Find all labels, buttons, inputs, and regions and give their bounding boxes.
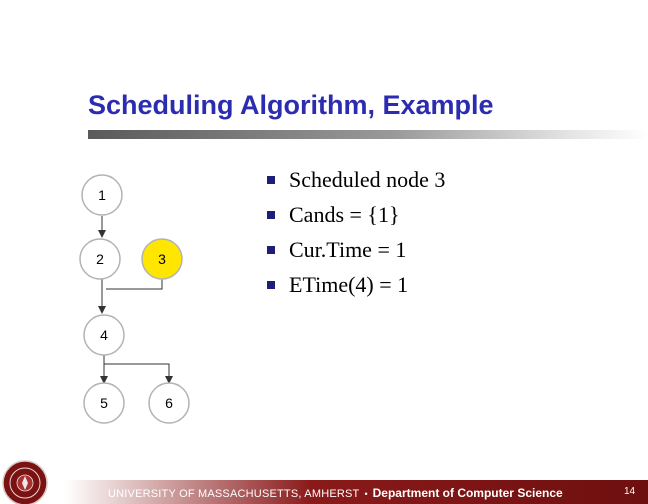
bullet-item [265, 201, 445, 236]
slide-title: Scheduling Algorithm, Example [88, 90, 494, 120]
square-bullet-icon [267, 211, 275, 219]
graph-node-5 [84, 383, 124, 423]
bullet-item [265, 236, 445, 271]
footer-separator: • [364, 489, 368, 499]
bullet-text: Scheduled node 3 [289, 167, 446, 192]
edge-3-4 [106, 279, 162, 289]
bullet-text: Cands = {1} [289, 202, 400, 227]
node-label-4: 4 [100, 327, 108, 343]
graph-node-3 [142, 239, 182, 279]
square-bullet-icon [267, 176, 275, 184]
page-number: 14 [624, 486, 636, 497]
node-label-2: 2 [96, 251, 104, 267]
bullet-text: Cur.Time = 1 [289, 237, 407, 262]
footer-university: UNIVERSITY OF MASSACHUSETTS, AMHERST [108, 488, 360, 500]
graph-node-4 [84, 315, 124, 355]
bullet-item [265, 166, 445, 201]
graph-node-6 [149, 383, 189, 423]
node-label-3: 3 [158, 251, 166, 267]
bullet-text: ETime(4) = 1 [289, 272, 409, 297]
node-label-5: 5 [100, 395, 108, 411]
bullet-item [265, 271, 445, 306]
footer-text [108, 486, 563, 500]
graph-node-2 [80, 239, 120, 279]
university-seal-icon [0, 458, 50, 504]
node-label-6: 6 [165, 395, 173, 411]
footer-department: Department of Computer Science [372, 486, 563, 500]
edge-4-6 [104, 364, 169, 383]
square-bullet-icon [267, 281, 275, 289]
bullet-list [265, 166, 445, 306]
node-label-1: 1 [98, 187, 106, 203]
square-bullet-icon [267, 246, 275, 254]
graph-node-1 [82, 175, 122, 215]
